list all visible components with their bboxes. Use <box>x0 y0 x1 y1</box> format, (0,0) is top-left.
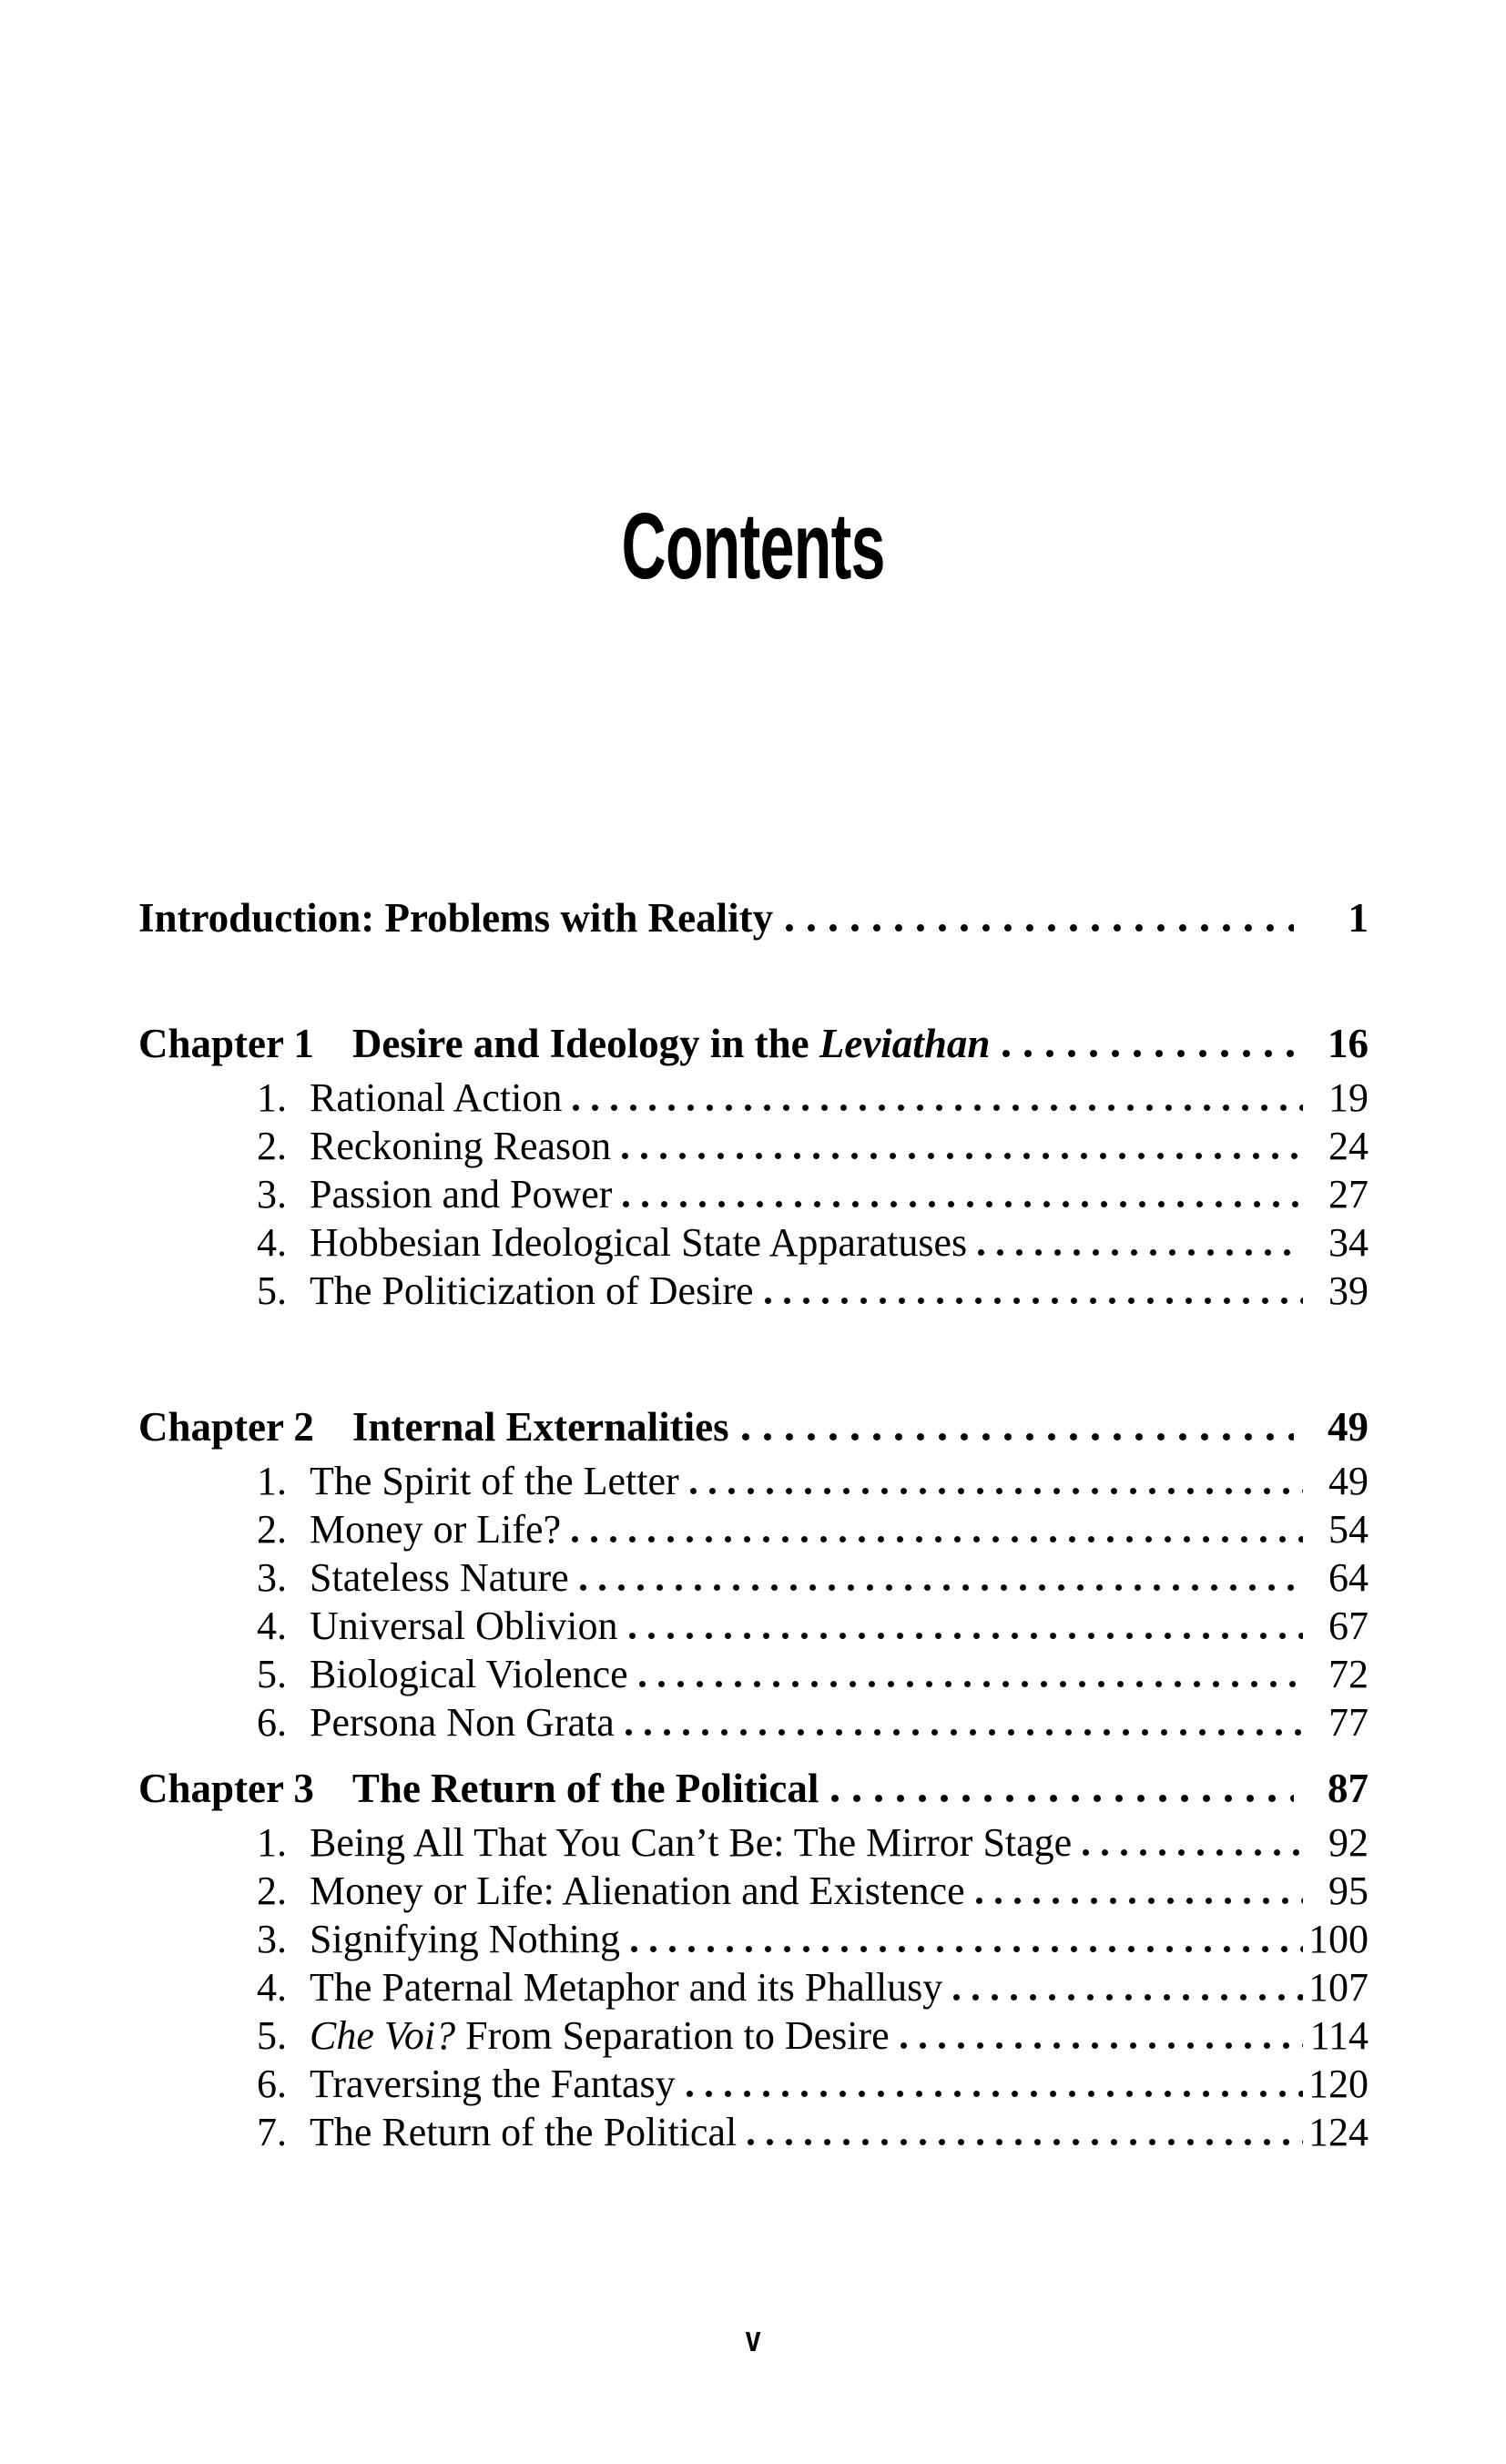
plain-text: Traversing the Fantasy <box>310 2062 676 2106</box>
item-title <box>310 1267 754 1315</box>
item-number: 4. <box>257 1965 287 2010</box>
chapter-block <box>138 1765 1369 2156</box>
chapter-list <box>138 1020 1369 2156</box>
toc-item-row <box>138 1818 1369 1867</box>
item-page-number: 100 <box>1308 1917 1369 1961</box>
italic-text: Leviathan <box>819 1021 991 1066</box>
item-number: 4. <box>257 1604 287 1648</box>
dot-leader <box>901 2042 1303 2049</box>
chapter-title <box>352 1403 729 1451</box>
item-number: 1. <box>257 1075 287 1120</box>
dot-leader <box>631 1946 1303 1952</box>
plain-text: The Return of the Political <box>351 1766 819 1811</box>
toc-item-row <box>138 2060 1369 2108</box>
toc-intro-page-number: 1 <box>1348 895 1369 941</box>
toc-item-row <box>138 1267 1369 1315</box>
toc-item-row <box>138 1170 1369 1218</box>
plain-text: Universal Oblivion <box>310 1604 618 1648</box>
dot-leader <box>978 1249 1303 1256</box>
chapter-heading-row <box>138 1765 1369 1813</box>
item-title <box>310 1170 612 1218</box>
toc-item-row <box>138 1698 1369 1746</box>
plain-text: The Politicization of Desire <box>310 1268 754 1313</box>
plain-text: Money or Life: Alienation and Existence <box>310 1868 965 1913</box>
item-number: 3. <box>257 1555 287 1600</box>
item-page-number: 39 <box>1328 1268 1369 1313</box>
item-page-number: 67 <box>1328 1604 1369 1648</box>
chapter-label: Chapter 2 <box>138 1404 314 1450</box>
item-title <box>310 1505 561 1553</box>
item-number: 1. <box>257 1820 287 1865</box>
item-title <box>310 1553 569 1602</box>
plain-text: Stateless Nature <box>310 1555 569 1600</box>
item-title <box>310 1698 615 1746</box>
item-number: 2. <box>257 1868 287 1913</box>
chapter-heading-row <box>138 1403 1369 1451</box>
item-title <box>310 1457 679 1505</box>
item-page-number: 54 <box>1328 1507 1369 1552</box>
plain-text: From Separation to Desire <box>455 2013 890 2058</box>
item-number: 7. <box>257 2110 287 2154</box>
item-title <box>310 1867 965 1915</box>
dot-leader <box>572 1536 1303 1543</box>
chapter-page-number: 16 <box>1328 1021 1369 1066</box>
dot-leader <box>687 2091 1303 2097</box>
item-title <box>310 2060 676 2108</box>
dot-leader <box>623 1201 1303 1207</box>
toc-item-row <box>138 1915 1369 1963</box>
item-title <box>310 1218 967 1267</box>
toc-item-row <box>138 1074 1369 1122</box>
item-number: 5. <box>257 1268 287 1313</box>
item-page-number: 49 <box>1328 1459 1369 1503</box>
item-page-number: 114 <box>1309 2013 1369 2058</box>
chapter-title <box>352 1020 990 1068</box>
plain-text: The Spirit of the Letter <box>310 1459 679 1503</box>
item-number: 2. <box>257 1124 287 1168</box>
item-page-number: 92 <box>1328 1820 1369 1865</box>
item-number: 3. <box>257 1917 287 1961</box>
toc-item-row <box>138 1602 1369 1650</box>
dot-leader <box>765 1298 1303 1304</box>
toc-item-row <box>138 1867 1369 1915</box>
plain-text: Signifying Nothing <box>310 1917 621 1961</box>
folio-block <box>138 2321 1369 2366</box>
chapter-block <box>138 1020 1369 1315</box>
toc-item-row <box>138 1505 1369 1553</box>
item-title <box>310 2011 890 2060</box>
plain-text: Desire and Ideology in the <box>351 1021 819 1066</box>
plain-text: Rational Action <box>310 1075 563 1120</box>
dot-leader <box>748 2139 1303 2145</box>
page-title: Contents <box>621 494 886 598</box>
toc-item-row <box>138 1553 1369 1602</box>
item-page-number: 24 <box>1328 1124 1369 1168</box>
item-page-number: 107 <box>1308 1965 1369 2010</box>
chapter-items <box>138 1074 1369 1315</box>
chapter-page-number: 49 <box>1328 1404 1369 1450</box>
dot-leader <box>639 1681 1303 1687</box>
dot-leader <box>690 1488 1303 1494</box>
item-page-number: 34 <box>1328 1220 1369 1265</box>
dot-leader <box>1083 1849 1303 1856</box>
plain-text: The Paternal Metaphor and its Phallusy <box>310 1965 943 2010</box>
item-page-number: 27 <box>1328 1172 1369 1217</box>
plain-text: The Return of the Political <box>310 2110 738 2154</box>
item-title <box>310 1963 942 2011</box>
item-page-number: 72 <box>1328 1652 1369 1696</box>
item-number: 2. <box>257 1507 287 1552</box>
item-page-number: 77 <box>1328 1700 1369 1745</box>
toc-item-row <box>138 1650 1369 1698</box>
plain-text: Hobbesian Ideological State Apparatuses <box>310 1220 968 1265</box>
toc-item-row <box>138 1122 1369 1170</box>
toc-item-row <box>138 2108 1369 2156</box>
chapter-heading-row <box>138 1020 1369 1068</box>
toc-item-row <box>138 1963 1369 2011</box>
dot-leader <box>629 1633 1303 1639</box>
item-page-number: 124 <box>1308 2110 1369 2154</box>
dot-leader <box>580 1584 1303 1591</box>
plain-text: Being All That You Can’t Be: The Mirror Stage <box>310 1820 1073 1865</box>
item-page-number: 64 <box>1328 1555 1369 1600</box>
item-number: 6. <box>257 2062 287 2106</box>
chapter-items <box>138 1818 1369 2156</box>
contents-body <box>138 0 1369 2366</box>
dot-leader <box>742 1433 1294 1441</box>
plain-text: Persona Non Grata <box>310 1700 615 1745</box>
dot-leader <box>573 1105 1303 1111</box>
dot-leader <box>953 1994 1303 2001</box>
item-title <box>310 2108 737 2156</box>
item-title <box>310 1650 628 1698</box>
toc-item-row <box>138 2011 1369 2060</box>
chapter-label: Chapter 3 <box>138 1766 314 1811</box>
dot-leader <box>786 924 1294 932</box>
item-title <box>310 1915 620 1963</box>
plain-text: Internal Externalities <box>351 1404 729 1450</box>
italic-text: Che Voi? <box>310 2013 456 2058</box>
chapter-title <box>352 1765 819 1813</box>
chapter-block <box>138 1403 1369 1746</box>
dot-leader <box>831 1795 1294 1802</box>
item-title <box>310 1818 1072 1867</box>
dot-leader <box>1002 1050 1294 1057</box>
dot-leader <box>622 1153 1303 1159</box>
item-number: 1. <box>257 1459 287 1503</box>
chapter-items <box>138 1457 1369 1746</box>
item-title <box>310 1074 562 1122</box>
dot-leader <box>976 1898 1303 1904</box>
item-page-number: 19 <box>1328 1075 1369 1120</box>
item-number: 6. <box>257 1700 287 1745</box>
toc-intro-row <box>138 894 1369 942</box>
chapter-label: Chapter 1 <box>138 1021 314 1066</box>
dot-leader <box>626 1729 1303 1736</box>
toc-item-row <box>138 1457 1369 1505</box>
item-number: 5. <box>257 2013 287 2058</box>
toc-intro-label: Introduction: Problems with Reality <box>138 895 774 941</box>
item-title <box>310 1122 611 1170</box>
plain-text: Passion and Power <box>310 1172 613 1217</box>
plain-text: Money or Life? <box>310 1507 562 1552</box>
item-page-number: 95 <box>1328 1868 1369 1913</box>
plain-text: Reckoning Reason <box>310 1124 612 1168</box>
item-title <box>310 1602 618 1650</box>
plain-text: Biological Violence <box>310 1652 628 1696</box>
page-title-block <box>138 494 1369 621</box>
toc-item-row <box>138 1218 1369 1267</box>
chapter-page-number: 87 <box>1328 1766 1369 1811</box>
item-number: 4. <box>257 1220 287 1265</box>
folio-page-number: v <box>746 2319 761 2359</box>
item-number: 3. <box>257 1172 287 1217</box>
item-page-number: 120 <box>1308 2062 1369 2106</box>
item-number: 5. <box>257 1652 287 1696</box>
